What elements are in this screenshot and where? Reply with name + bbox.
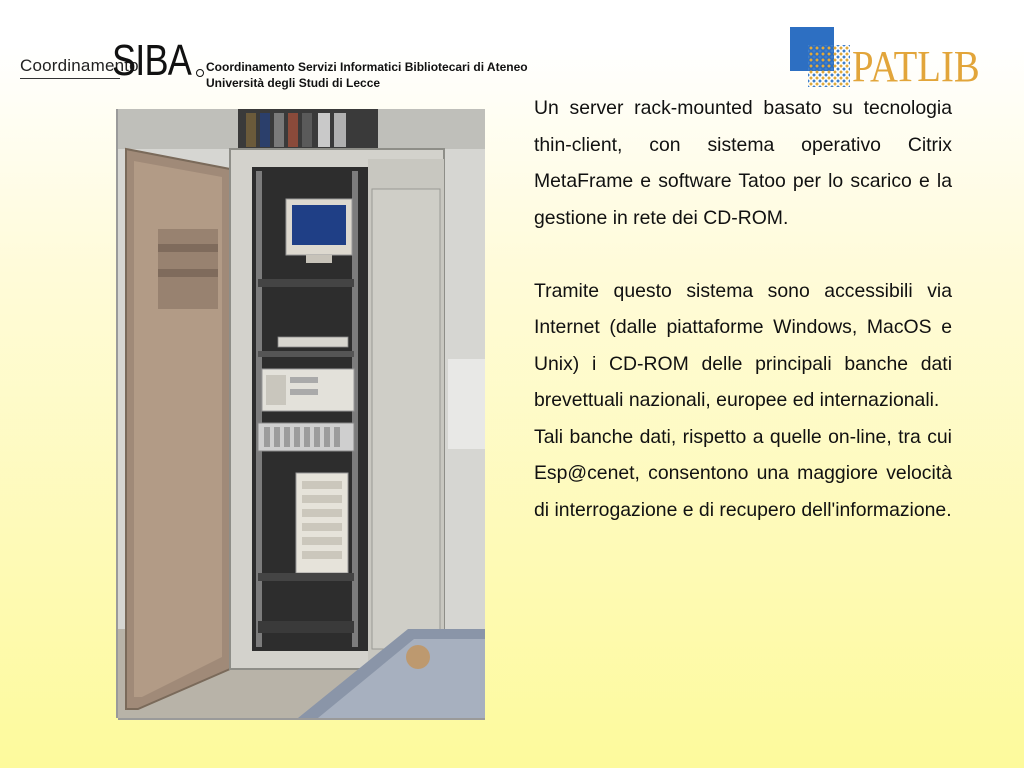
server-rack-illustration xyxy=(118,109,485,718)
siba-line1: Coordinamento Servizi Informatici Bibliotecari di Ateneo xyxy=(206,60,528,74)
patlib-logo xyxy=(790,27,1000,93)
server-rack-photo xyxy=(118,109,485,718)
siba-mark: SIBA xyxy=(112,36,191,85)
siba-rule xyxy=(20,78,120,79)
patlib-text: PATLIB xyxy=(852,42,980,91)
paragraph-1: Un server rack-mounted basato su tecnologia thin-client, con sistema operativo Citrix MetaFrame e software Tatoo per lo scarico e la gestione in rete dei CD-ROM. xyxy=(534,97,952,229)
description-text xyxy=(534,90,952,528)
paragraph-3: Tali banche dati, rispetto a quelle on-line, tra cui Esp@cenet, consentono una maggiore velocità di interrogazione e di recupero dell'informazione. xyxy=(534,425,952,521)
paragraph-spacer xyxy=(534,236,952,273)
siba-prefix: Coordinamento xyxy=(20,56,139,75)
patlib-dot-grid xyxy=(808,45,850,87)
paragraph-2: Tramite questo sistema sono accessibili via Internet (dalle piattaforme Windows, MacOS e Unix) i CD-ROM delle principali banche dati brevettuali nazionali, europee ed internazionali. xyxy=(534,279,952,411)
siba-line2: Università degli Studi di Lecce xyxy=(206,76,381,90)
siba-logo xyxy=(20,38,580,90)
siba-dot xyxy=(196,69,204,77)
